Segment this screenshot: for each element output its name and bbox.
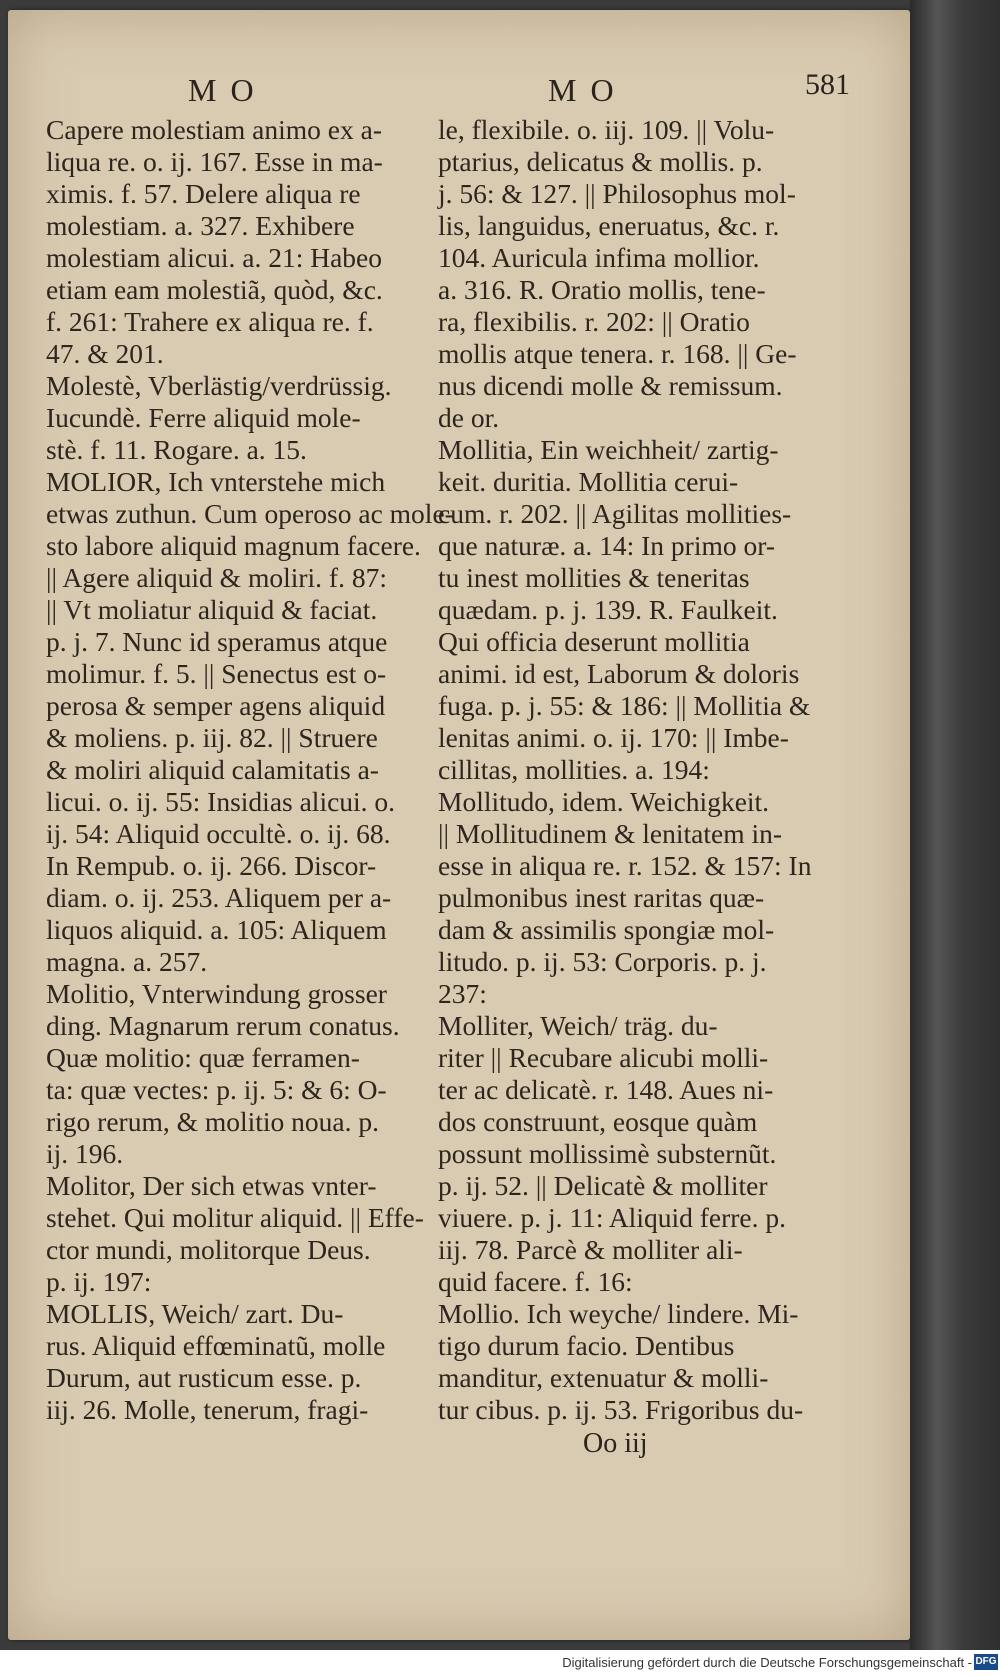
text-line: quid facere. f. 16: xyxy=(438,1266,633,1297)
text-line: riter || Recubare alicubi molli- xyxy=(438,1042,769,1073)
text-line: p. ij. 197: xyxy=(46,1266,152,1297)
page-number: 581 xyxy=(805,68,850,101)
text-line: le, flexibile. o. iij. 109. || Volu- xyxy=(438,114,775,145)
text-line: tu inest mollities & teneritas xyxy=(438,562,750,593)
text-line: molestiam alicui. a. 21: Habeo xyxy=(46,242,383,273)
text-line: manditur, extenuatur & molli- xyxy=(438,1362,769,1393)
text-line: liqua re. o. ij. 167. Esse in ma- xyxy=(46,146,383,177)
text-line: dam & assimilis spongiæ mol- xyxy=(438,914,775,945)
text-line: quædam. p. j. 139. R. Faulkeit. xyxy=(438,594,778,625)
left-column xyxy=(46,114,454,1426)
text-line: Quæ molitio: quæ ferramen- xyxy=(46,1042,360,1073)
text-line: stehet. Qui molitur aliquid. || Effe- xyxy=(46,1202,424,1233)
text-line: dos construunt, eosque quàm xyxy=(438,1106,758,1137)
text-line: 47. & 201. xyxy=(46,338,164,369)
text-line: ctor mundi, molitorque Deus. xyxy=(46,1234,371,1265)
right-column xyxy=(438,114,878,1426)
text-line: pulmonibus inest raritas quæ- xyxy=(438,882,765,913)
footer-bar xyxy=(0,1650,1000,1676)
text-line: || Agere aliquid & moliri. f. 87: xyxy=(46,562,387,593)
text-line: licui. o. ij. 55: Insidias alicui. o. xyxy=(46,786,396,817)
text-line: possunt mollissimè substernũt. xyxy=(438,1138,777,1169)
text-line: ter ac delicatè. r. 148. Aues ni- xyxy=(438,1074,774,1105)
text-line: etiam eam molestiã, quòd, &c. xyxy=(46,274,383,305)
text-line: magna. a. 257. xyxy=(46,946,208,977)
running-head-left: MO xyxy=(188,72,268,108)
text-line: Mollio. Ich weyche/ lindere. Mi- xyxy=(438,1298,799,1329)
text-line: 104. Auricula infima mollior. xyxy=(438,242,760,273)
text-line: Molestè, Vberlästig/verdrüssig. xyxy=(46,370,392,401)
text-line: fuga. p. j. 55: & 186: || Mollitia & xyxy=(438,690,811,721)
text-line: rus. Aliquid effœminatũ, molle xyxy=(46,1330,386,1361)
text-line: liquos aliquid. a. 105: Aliquem xyxy=(46,914,387,945)
text-line: stè. f. 11. Rogare. a. 15. xyxy=(46,434,307,465)
text-line: & moliri aliquid calamitatis a- xyxy=(46,754,379,785)
text-line: etwas zuthun. Cum operoso ac mole- xyxy=(46,498,454,529)
text-line: rigo rerum, & molitio noua. p. xyxy=(46,1106,380,1137)
text-line: viuere. p. j. 11: Aliquid ferre. p. xyxy=(438,1202,786,1233)
text-line: ding. Magnarum rerum conatus. xyxy=(46,1010,400,1041)
text-line: a. 316. R. Oratio mollis, tene- xyxy=(438,274,766,305)
text-line: litudo. p. ij. 53: Corporis. p. j. xyxy=(438,946,767,977)
text-line: de or. xyxy=(438,402,500,433)
text-line: MOLIOR, Ich vnterstehe mich xyxy=(46,466,386,497)
text-line: que naturæ. a. 14: In primo or- xyxy=(438,530,776,561)
text-line: ij. 54: Aliquid occultè. o. ij. 68. xyxy=(46,818,391,849)
text-line: molimur. f. 5. || Senectus est o- xyxy=(46,658,387,689)
text-line: animi. id est, Laborum & doloris xyxy=(438,658,800,689)
text-line: Durum, aut rusticum esse. p. xyxy=(46,1362,362,1393)
text-line: f. 261: Trahere ex aliqua re. f. xyxy=(46,306,374,337)
text-line: p. j. 7. Nunc id speramus atque xyxy=(46,626,388,657)
text-line: nus dicendi molle & remissum. xyxy=(438,370,783,401)
text-line: cum. r. 202. || Agilitas mollities- xyxy=(438,498,792,529)
text-line: j. 56: & 127. || Philosophus mol- xyxy=(438,178,796,209)
text-line: tigo durum facio. Dentibus xyxy=(438,1330,735,1361)
running-head-right: MO xyxy=(548,72,628,108)
text-line: ximis. f. 57. Delere aliqua re xyxy=(46,178,361,209)
text-line: iij. 78. Parcè & molliter ali- xyxy=(438,1234,743,1265)
text-line: tur cibus. p. ij. 53. Frigoribus du- xyxy=(438,1394,804,1425)
text-line: cillitas, mollities. a. 194: xyxy=(438,754,710,785)
text-line: ptarius, delicatus & mollis. p. xyxy=(438,146,763,177)
text-line: iij. 26. Molle, tenerum, fragi- xyxy=(46,1394,369,1425)
signature-mark: Oo iij xyxy=(583,1428,648,1459)
text-line: MOLLIS, Weich/ zart. Du- xyxy=(46,1298,344,1329)
text-line: ra, flexibilis. r. 202: || Oratio xyxy=(438,306,750,337)
text-line: Mollitudo, idem. Weichigkeit. xyxy=(438,786,770,817)
text-line: Iucundè. Ferre aliquid mole- xyxy=(46,402,361,433)
text-line: Molitor, Der sich etwas vnter- xyxy=(46,1170,377,1201)
text-line: diam. o. ij. 253. Aliquem per a- xyxy=(46,882,392,913)
text-line: Qui officia deserunt mollitia xyxy=(438,626,750,657)
text-line: keit. duritia. Mollitia cerui- xyxy=(438,466,739,497)
book-page xyxy=(8,10,910,1640)
text-line: molestiam. a. 327. Exhibere xyxy=(46,210,355,241)
text-line: perosa & semper agens aliquid xyxy=(46,690,386,721)
text-line: ij. 196. xyxy=(46,1138,124,1169)
text-line: Molitio, Vnterwindung grosser xyxy=(46,978,387,1009)
text-line: || Mollitudinem & lenitatem in- xyxy=(438,818,783,849)
text-line: || Vt moliatur aliquid & faciat. xyxy=(46,594,378,625)
text-line: Capere molestiam animo ex a- xyxy=(46,114,382,145)
dfg-logo: DFG xyxy=(974,1654,998,1670)
text-line: Molliter, Weich/ träg. du- xyxy=(438,1010,718,1041)
text-line: ta: quæ vectes: p. ij. 5: & 6: O- xyxy=(46,1074,387,1105)
page-edge-shadow xyxy=(910,0,1000,1650)
text-line: lenitas animi. o. ij. 170: || Imbe- xyxy=(438,722,789,753)
text-line: esse in aliqua re. r. 152. & 157: In xyxy=(438,850,812,881)
text-line: Mollitia, Ein weichheit/ zartig- xyxy=(438,434,779,465)
text-line: mollis atque tenera. r. 168. || Ge- xyxy=(438,338,797,369)
text-line: p. ij. 52. || Delicatè & molliter xyxy=(438,1170,768,1201)
text-line: lis, languidus, eneruatus, &c. r. xyxy=(438,210,780,241)
text-line: & moliens. p. iij. 82. || Struere xyxy=(46,722,378,753)
text-line: sto labore aliquid magnum facere. xyxy=(46,530,421,561)
footer-credit: Digitalisierung gefördert durch die Deutsche Forschungsgemeinschaft - xyxy=(562,1655,972,1670)
text-line: 237: xyxy=(438,978,487,1009)
text-line: In Rempub. o. ij. 266. Discor- xyxy=(46,850,377,881)
